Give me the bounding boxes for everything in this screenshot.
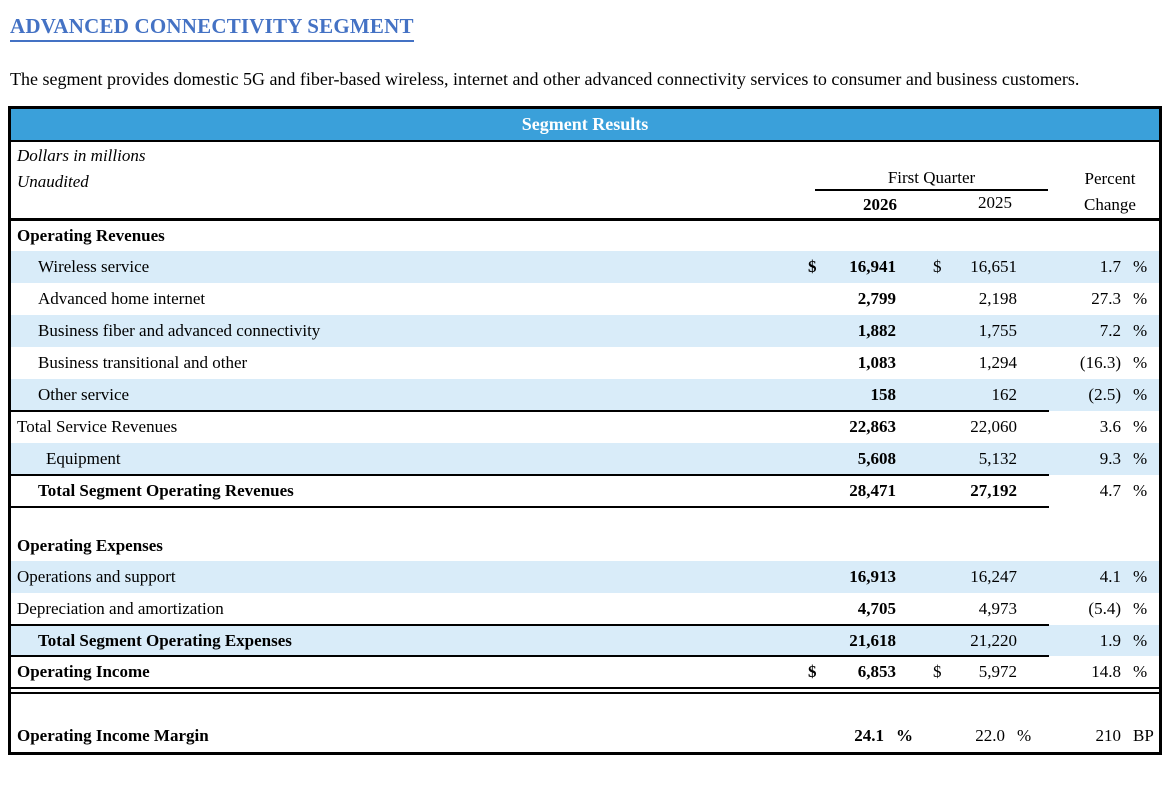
section-header-operating-expenses [11,531,1159,561]
value-2025: 22.0 [975,726,1005,745]
value-2025: 16,247 [970,567,1017,586]
percent-change-unit: % [1133,630,1148,650]
table-row-operating-income-margin [11,720,1159,752]
row-label: Wireless service [38,257,150,276]
percent-change-value: 7.2 [1099,321,1121,340]
value-2026: 5,608 [857,449,896,468]
table-row-other-service [11,379,1159,411]
table-row-operations-and-support [11,561,1159,593]
row-label: Depreciation and amortization [17,599,224,618]
dollar-sign-2026: $ [808,257,817,276]
dollar-sign-2025: $ [933,661,942,681]
year-2025-header: 2025 [978,193,1012,212]
value-2025: 4,973 [978,599,1017,618]
percent-change-value: 1.7 [1099,257,1121,276]
table-row-wireless-service [11,251,1159,283]
section-header-operating-revenues [11,221,1159,251]
percent-change-unit: % [1133,449,1148,468]
row-label: Business fiber and advanced connectivity [38,321,321,340]
table-row-advanced-home-internet [11,283,1159,315]
percent-change-value: 210 [1095,726,1121,745]
value-2026: 158 [870,385,896,404]
value-2026: 28,471 [849,481,896,500]
value-2025: 5,132 [978,449,1017,468]
value-2026: 24.1 [854,726,884,745]
percent-change-value: (16.3) [1079,353,1121,372]
row-label: Other service [38,385,130,404]
percent-change-value: 14.8 [1091,661,1121,681]
percent-change-unit: % [1133,417,1148,436]
row-label: Equipment [46,449,121,468]
value-2025: 16,651 [970,257,1017,276]
table-row-depreciation-amortization [11,593,1159,625]
row-label: Operating Income [17,661,150,681]
value-2026: 2,799 [857,289,896,308]
table-row-total-service-revenues [11,411,1159,443]
unit-2025: % [1017,726,1032,745]
segment-results-table [8,106,1162,755]
percent-change-header-line2: Change [1084,195,1136,214]
value-2025: 21,220 [970,630,1017,650]
segment-heading: ADVANCED CONNECTIVITY SEGMENT [10,14,414,42]
percent-change-value: 27.3 [1091,289,1121,308]
value-2025: 2,198 [978,289,1017,308]
value-2025: 1,755 [978,321,1017,340]
percent-change-unit: % [1133,599,1148,618]
blank-row [11,507,1159,531]
row-label: Operating Income Margin [17,726,209,745]
percent-change-unit: % [1133,321,1148,340]
dollar-sign-2025: $ [933,257,942,276]
value-2025: 5,972 [978,661,1017,681]
table-title: Segment Results [521,114,649,134]
row-label: Advanced home internet [38,289,206,308]
percent-change-unit: % [1133,385,1148,404]
percent-change-unit: % [1133,661,1148,681]
value-2025: 1,294 [978,353,1017,372]
percent-change-header-line1: Percent [1084,169,1136,188]
row-label: Business transitional and other [38,353,248,372]
period-group-header: First Quarter [815,168,1048,191]
double-rule [11,687,1159,694]
value-2026: 6,853 [857,661,896,681]
percent-change-unit: % [1133,481,1148,500]
value-2026: 16,913 [849,567,896,586]
value-2025: 22,060 [970,417,1017,436]
unaudited-note: Unaudited [17,172,89,191]
percent-change-unit: % [1133,289,1148,308]
table-column-header [11,142,1159,221]
table-title-banner [11,109,1159,142]
unit-2026: % [896,726,913,745]
value-2026: 1,083 [857,353,896,372]
dollar-sign-2026: $ [808,661,817,681]
percent-change-unit: BP [1133,726,1154,745]
percent-change-value: 3.6 [1099,417,1121,436]
percent-change-value: 1.9 [1099,630,1121,650]
value-2026: 22,863 [849,417,896,436]
percent-change-value: (5.4) [1088,599,1121,618]
row-label: Total Service Revenues [17,417,178,436]
percent-change-unit: % [1133,257,1148,276]
table-row-equipment [11,443,1159,475]
table-row-total-segment-operating-expenses [11,625,1159,656]
table-row-business-transitional [11,347,1159,379]
value-2026: 16,941 [849,257,896,276]
value-2026: 1,882 [857,321,896,340]
percent-change-unit: % [1133,567,1148,586]
row-label: Total Segment Operating Expenses [38,630,292,650]
percent-change-value: 9.3 [1099,449,1121,468]
percent-change-value: (2.5) [1088,385,1121,404]
row-label: Total Segment Operating Revenues [38,481,294,500]
row-label: Operating Revenues [17,226,165,245]
table-row-total-segment-operating-revenues [11,475,1159,507]
percent-change-value: 4.7 [1099,481,1121,500]
table-row-operating-income [11,656,1159,687]
percent-change-unit: % [1133,353,1148,372]
value-2025: 27,192 [970,481,1017,500]
row-label: Operations and support [17,567,176,586]
percent-change-value: 4.1 [1099,567,1121,586]
blank-row [11,694,1159,720]
value-2026: 4,705 [857,599,896,618]
value-2026: 21,618 [849,630,896,650]
row-label: Operating Expenses [17,536,163,555]
units-note: Dollars in millions [17,146,146,165]
table-row-business-fiber [11,315,1159,347]
year-2026-header: 2026 [863,195,897,214]
segment-description: The segment provides domestic 5G and fiber-based wireless, internet and other advanced connectivity services to consumer and business customers. [10,69,1080,89]
value-2025: 162 [991,385,1017,404]
